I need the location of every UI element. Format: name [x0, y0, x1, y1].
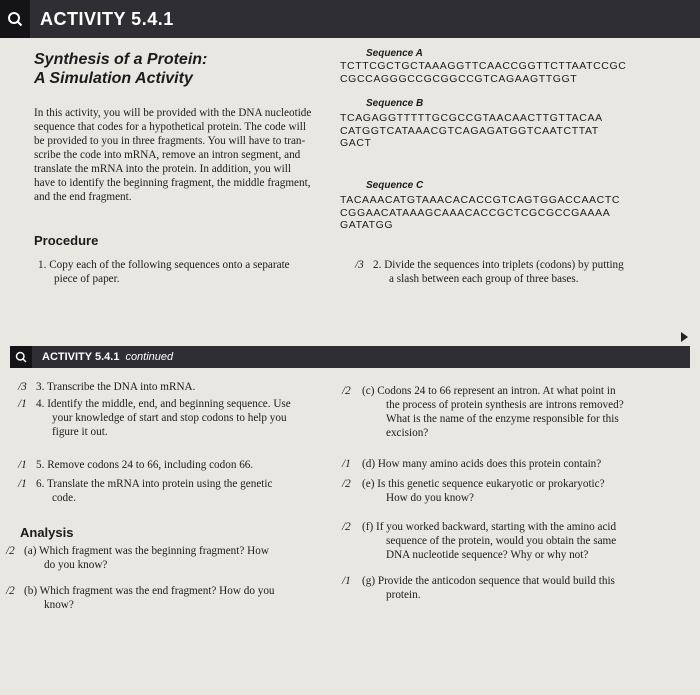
analysis-question-f: /2 (f) If you worked backward, starting with the amino acid sequence of the protein, would you obtain the same DNA nucleotide sequence? Why or why not? — [342, 521, 617, 561]
step-points: /1 — [18, 398, 27, 410]
procedure-step-6: /1 6. Translate the mRNA into protein using the genetic code. — [18, 478, 273, 504]
activity-continued-magnifier-icon — [10, 346, 32, 368]
procedure-step-4: /1 4. Identify the middle, end, and beginning sequence. Use your knowledge of start and stop codons to help you figure it out. — [18, 398, 291, 438]
analysis-question-b: /2 (b) Which fragment was the end fragment? How do you know? — [6, 585, 275, 611]
analysis-question-g: /1 (g) Provide the anticodon sequence that would build this protein. — [342, 575, 615, 601]
sequence-c-label: Sequence C — [366, 180, 424, 191]
analysis-question-a: /2 (a) Which fragment was the beginning fragment? How do you know? — [6, 545, 269, 571]
step-2-points: /3 — [355, 259, 364, 271]
continued-subtitle: continued — [125, 351, 174, 363]
question-points: /1 — [342, 458, 351, 470]
sequence-b: TCAGAGGTTTTTGCGCCGTAACAACTTGTTACAA CATGGTCATAAACGTCAGAGATGGTCAATCTTAT GACT — [340, 112, 603, 149]
analysis-question-d: /1 (d) How many amino acids does this protein contain? — [342, 458, 602, 470]
question-points: /2 — [342, 521, 351, 533]
step-points: /1 — [18, 478, 27, 490]
question-points: /2 — [342, 478, 351, 490]
question-points: /1 — [342, 575, 351, 587]
activity-magnifier-icon — [0, 0, 30, 38]
procedure-step-1: 1. Copy each of the following sequences onto a separate piece of paper. — [38, 259, 290, 285]
intro-paragraph: In this activity, you will be provided with the DNA nucleotide sequence that codes for a hypothetical protein. The code will be provided to you in three fragments. You will have to tran- scribe the code into mRNA, remove an intron segment, and translate the mRNA into the protein. In addition, you will have to identify the beginning fragment, the middle fragment, and the end fragment. — [34, 107, 312, 203]
question-points: /2 — [6, 545, 15, 557]
step-points: /1 — [18, 459, 27, 471]
sequence-c: TACAAACATGTAAACACACCGTCAGTGGACCAACTC CGGAACATAAAGCAAACACCGCTCGCGCCGAAAA GATATGG — [340, 194, 621, 231]
procedure-heading: Procedure — [34, 233, 99, 248]
procedure-step-3: /3 3. Transcribe the DNA into mRNA. — [18, 381, 196, 393]
analysis-question-c: /2 (c) Codons 24 to 66 represent an intron. At what point in the process of protein synthesis are introns removed? What is the name of the enzyme responsible for this excision? — [342, 385, 624, 439]
step-points: /3 — [18, 381, 27, 393]
analysis-heading: Analysis — [20, 525, 74, 540]
sequence-b-label: Sequence B — [366, 98, 424, 109]
sequence-a-label: Sequence A — [366, 48, 423, 59]
next-page-arrow-icon — [681, 332, 688, 342]
procedure-step-2: 2. Divide the sequences into triplets (codons) by putting a slash between each group of three bases. — [373, 259, 624, 285]
activity-continued-header — [10, 346, 690, 368]
sequence-a: TCTTCGCTGCTAAAGGTTCAACCGGTTCTTAATCCGC CGCCAGGGCCGCGGCCGTCAGAAGTTGGT — [340, 60, 627, 85]
analysis-question-e: /2 (e) Is this genetic sequence eukaryotic or prokaryotic? How do you know? — [342, 478, 605, 504]
question-points: /2 — [6, 585, 15, 597]
continued-title: ACTIVITY 5.4.1 — [42, 351, 120, 363]
question-points: /2 — [342, 385, 351, 397]
activity-header — [0, 0, 700, 38]
activity-title: ACTIVITY 5.4.1 — [40, 8, 174, 29]
procedure-step-5: /1 5. Remove codons 24 to 66, including codon 66. — [18, 459, 254, 471]
page-title: Synthesis of a Protein: A Simulation Activity — [34, 51, 208, 87]
